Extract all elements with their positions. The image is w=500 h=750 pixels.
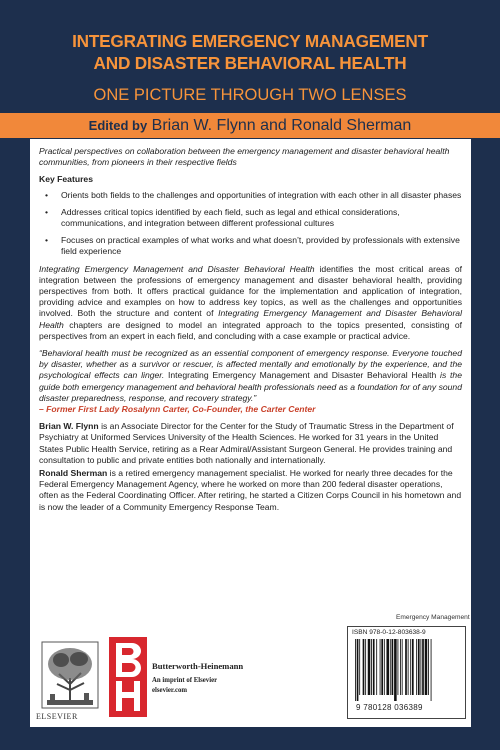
title-line-1: INTEGRATING EMERGENCY MANAGEMENT (72, 31, 428, 51)
features-list (39, 190, 462, 258)
description-paragraph (39, 264, 462, 342)
description-text-2: chapters are designed to model an integrated approach to the topics presented, consisting of perspectives from an expert in each field, and concluding with a case example or practical advice. (39, 319, 462, 341)
barcode-bar (408, 639, 409, 695)
barcode-bar (405, 639, 407, 695)
barcode-bar (357, 639, 359, 701)
editors-band (0, 113, 500, 138)
editors-names: Brian W. Flynn and Ronald Sherman (151, 117, 412, 134)
endorsement-quote (39, 348, 462, 415)
bio2-text: is a retired emergency management specialist. He worked for nearly three decades for the Federal Emergency Management Agency, where he worked on more than 200 federal disaster operations, often as the Federal Coordinating Officer. After retiring, he started a Citizen Corps Council in his hometown and is now the leader of a Community Emergency Response Team. (39, 468, 462, 512)
book-subtitle: ONE PICTURE THROUGH TWO LENSES (93, 86, 407, 104)
quote-part-2: is the guide both emergency management and behavioral health professionals need as a foundation for of any sound disaster preparedness, response, and recovery strategy.” (39, 370, 462, 403)
barcode-bar (386, 639, 389, 695)
bio1-name: Brian W. Flynn (39, 421, 99, 432)
barcode-bar (420, 639, 421, 695)
barcode-bar (380, 639, 381, 695)
barcode-bar (410, 639, 411, 695)
barcode-bar (368, 639, 371, 695)
barcode-bar (355, 639, 356, 701)
book-title (0, 30, 500, 74)
barcode-bar (428, 639, 429, 695)
barcode-bar (392, 639, 394, 695)
barcode (353, 639, 459, 701)
barcode-bar (384, 639, 385, 695)
bio-sherman (39, 468, 462, 513)
description-text-1: identifies the most critical areas of integration between the professions of emergency management and disaster behavioral health, providing perspectives from both. It offers practical guidance for the implementation and application of integration, providing advice and examples on how to address key topics, as well as the challenges and opportunities involved. Both the structure and content of (39, 263, 462, 319)
category-label: Emergency Management (396, 614, 470, 621)
barcode-bar (400, 639, 401, 695)
description-title-2: Integrating Emergency Management and Disaster Behavioral Health (39, 308, 462, 330)
elsevier-tree-logo (39, 640, 101, 714)
butterworth-heinemann-logo (109, 637, 147, 717)
barcode-bar (376, 639, 377, 695)
edited-by-label: Edited by (88, 118, 148, 133)
bio1-text: is an Associate Director for the Center for the Study of Traumatic Stress in the Department of Psychiatry at Uniformed Services University of the Health Sciences. He worked for 31 years in the United States Public Health Service, retiring as a Rear Admiral/Assistant Surgeon General. He provides training and consultation to public and private entities both nationally and internationally. (39, 421, 454, 465)
barcode-bar (363, 639, 365, 695)
description-panel (30, 139, 471, 603)
barcode-bar (425, 639, 428, 695)
barcode-bar (373, 639, 375, 695)
barcode-bar (416, 639, 417, 695)
barcode-bar (398, 639, 399, 695)
barcode-bar (381, 639, 383, 695)
feature-item: • Orients both fields to the challenges and opportunities of integration with each other in all disaster phases (57, 190, 462, 201)
barcode-bar (412, 639, 414, 695)
intro-text: Practical perspectives on collaboration between the emergency management and disaster behavioral health communities, from pioneers in their respective fields (39, 146, 450, 168)
quote-source: – Former First Lady Rosalynn Carter, Co-Founder, the Carter Center (39, 404, 316, 415)
barcode-bar (394, 639, 397, 701)
barcode-bar (371, 639, 372, 695)
barcode-bar (422, 639, 424, 695)
publisher-url: elsevier.com (152, 687, 188, 694)
key-features-heading: Key Features (39, 174, 93, 185)
quote-part-1: “Behavioral health must be recognized as an essential component of emergency response. Everyone touched by disaster, whether as a survivor or rescuer, is affected mentally and emotionally by the experience, and the psychological effects can linger. (39, 348, 462, 381)
barcode-number: 9 780128 036389 (356, 703, 423, 712)
bio2-name: Ronald Sherman (39, 468, 108, 479)
feature-item: • Focuses on practical examples of what works and what doesn’t, provided by professionals with extensive field experience (57, 235, 462, 257)
barcode-bar (431, 639, 432, 701)
barcode-bar (359, 639, 360, 695)
barcode-bar (402, 639, 403, 695)
description-title: Integrating Emergency Management and Disaster Behavioral Health (39, 263, 315, 274)
isbn-label: ISBN 978-0-12-803638-9 (352, 629, 426, 636)
bio-flynn (39, 421, 462, 466)
imprint-text: An imprint of Elsevier (152, 677, 218, 684)
title-line-2: AND DISASTER BEHAVIORAL HEALTH (93, 53, 407, 73)
barcode-bar (390, 639, 391, 695)
quote-book-title: Integrating Emergency Management and Disaster Behavioral Health (168, 370, 437, 381)
publisher-name: Butterworth-Heinemann (152, 661, 244, 671)
barcode-bar (365, 639, 366, 695)
barcode-bar (418, 639, 420, 695)
elsevier-wordmark: ELSEVIER (36, 712, 78, 721)
feature-item: • Addresses critical topics identified by each field, such as legal and ethical considerations, communications, and integration between different professional cultures (57, 207, 462, 229)
